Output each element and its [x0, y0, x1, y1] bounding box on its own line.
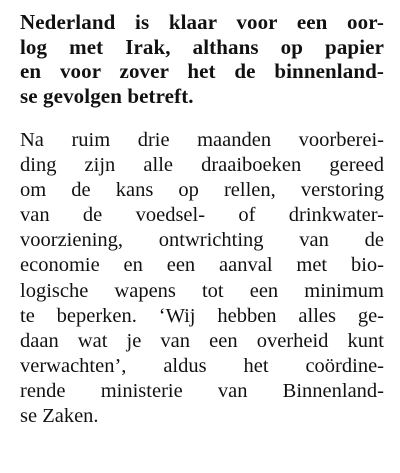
body-line: te beperken. ‘Wij hebben alles ge-	[20, 304, 384, 327]
body-line: daan wat je van een overheid kunt	[20, 329, 384, 352]
lead-line: se gevolgen betreft.	[20, 83, 194, 108]
body-line: verwachten’, aldus het coördine-	[20, 354, 384, 377]
body-line: ding zijn alle draaiboeken gereed	[20, 154, 384, 177]
body-line: rende ministerie van Binnenland-	[20, 379, 384, 402]
body-line: om de kans op rellen, verstoring	[20, 179, 384, 202]
article-lead-paragraph	[20, 10, 384, 108]
body-line: voorziening, ontwrichting van de	[20, 229, 384, 252]
body-line: van de voedsel- of drinkwater-	[20, 204, 384, 227]
article-body-paragraph	[20, 128, 384, 429]
body-line: logische wapens tot een minimum	[20, 279, 384, 302]
body-line: se Zaken.	[20, 405, 99, 428]
newspaper-article	[20, 10, 384, 429]
body-line: Na ruim drie maanden voorberei-	[20, 129, 384, 151]
body-line: economie en een aanval met bio-	[20, 254, 384, 277]
lead-line: log met Irak, althans op papier	[20, 34, 384, 59]
lead-line: Nederland is klaar voor een oor-	[20, 10, 384, 34]
lead-line: en voor zover het de binnenland-	[20, 59, 384, 83]
